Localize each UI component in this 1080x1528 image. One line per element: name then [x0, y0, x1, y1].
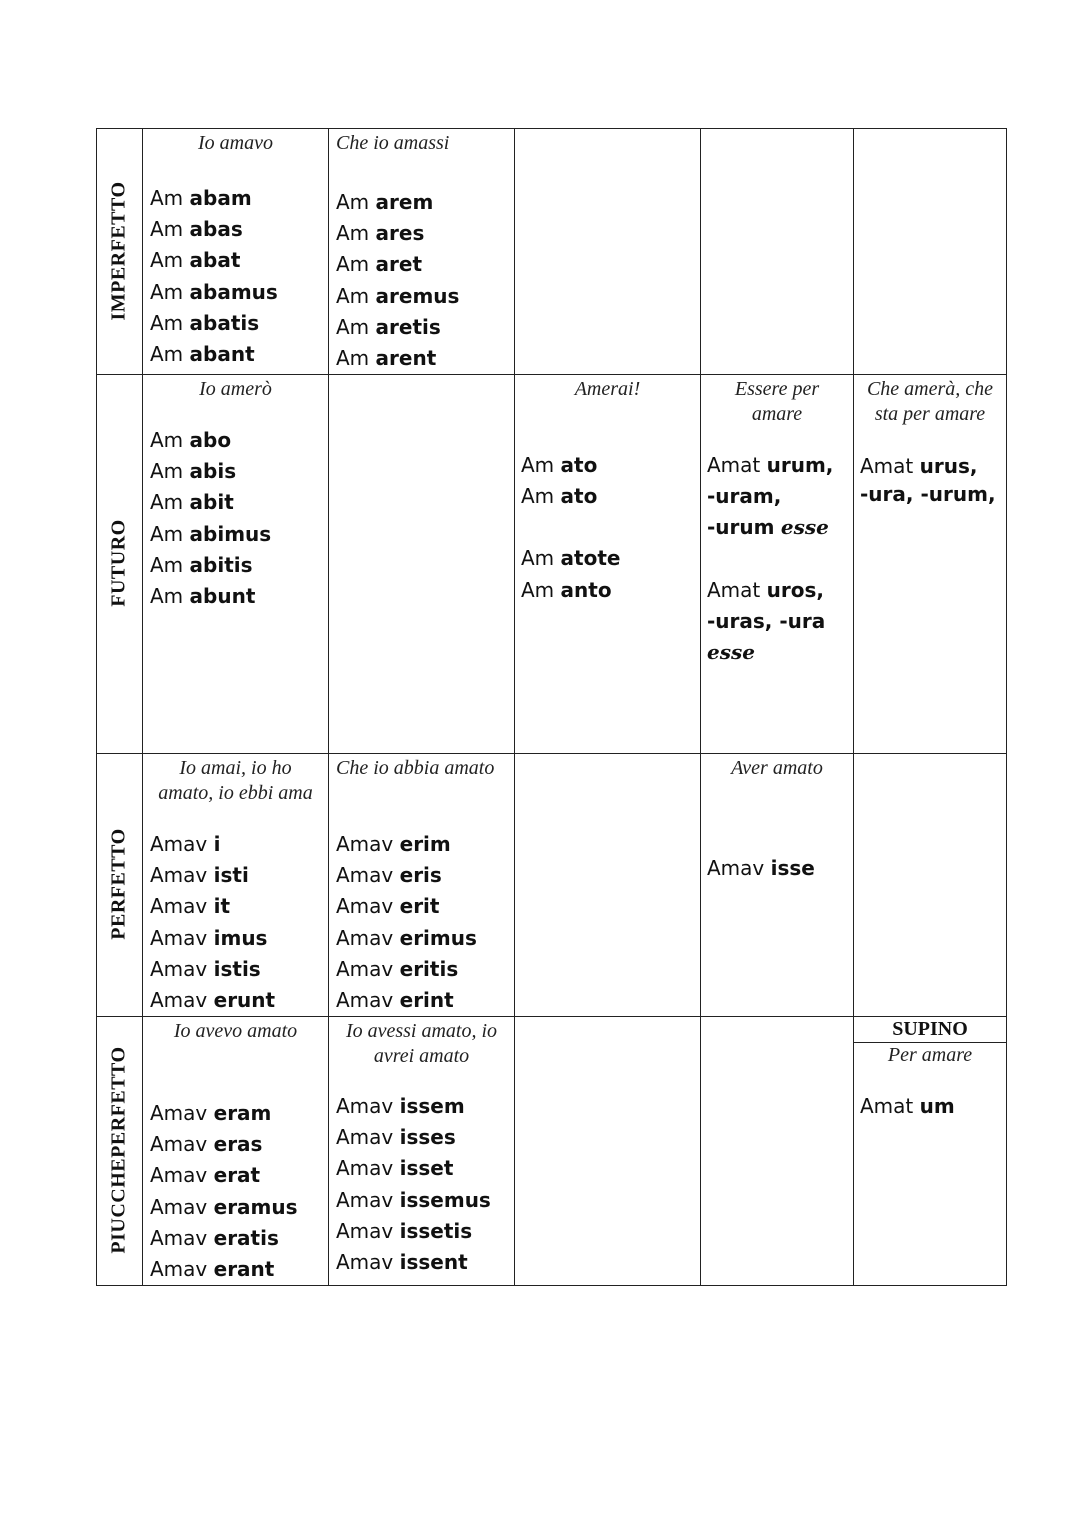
verb-form: -uram, — [707, 484, 782, 509]
verb-form: Amat urus, — [860, 454, 978, 478]
conjugation-list — [150, 183, 278, 370]
grid-line — [514, 128, 515, 1286]
verb-form: Amav eris — [336, 863, 442, 888]
verb-form: Amav imus — [150, 925, 268, 950]
verb-form: Amav isse — [707, 856, 815, 880]
header-line: avrei amato — [373, 1045, 470, 1067]
verb-form: Am aremus — [336, 283, 460, 308]
grid-line — [700, 128, 701, 1286]
verb-form: Am aretis — [336, 314, 441, 339]
row-label-piuccheperfetto: PIUCCHEPERFETTO — [107, 1046, 130, 1254]
verb-form: esse — [707, 640, 755, 665]
cell-header — [143, 756, 328, 806]
cell-header: Per amare — [887, 1044, 973, 1066]
cell-header: Aver amato — [731, 757, 823, 779]
grid-line — [328, 128, 329, 1286]
verb-form: -uras, -ura — [707, 608, 826, 633]
header-line: amato, io ebbi ama — [158, 782, 313, 804]
verb-form: Am abo — [150, 428, 232, 452]
grid-line — [142, 128, 143, 1286]
verb-form: Amav eramus — [150, 1194, 298, 1219]
verb-form: Am anto — [521, 577, 612, 602]
conjugation-list — [336, 829, 477, 1016]
grid-line — [853, 128, 854, 1286]
verb-form: Am abatis — [150, 310, 260, 335]
verb-form: Amav eras — [150, 1132, 263, 1157]
verb-form: Amav erit — [336, 894, 440, 919]
verb-form: Am abat — [150, 248, 241, 273]
verb-form: Am aret — [336, 252, 423, 277]
conjugation-list — [521, 450, 620, 606]
conjugation-list — [707, 450, 833, 668]
verb-form: Am arent — [336, 346, 437, 371]
verb-form: Am abunt — [150, 584, 256, 609]
verb-form: Amav erim — [336, 832, 451, 856]
verb-form: Amav erint — [336, 988, 454, 1013]
conjugation-list — [150, 1098, 298, 1285]
cell-header: Che io amassi — [336, 132, 450, 154]
verb-form: Amat uros, — [707, 577, 824, 602]
cell-header — [329, 1019, 514, 1069]
verb-form: Amav eratis — [150, 1225, 279, 1250]
verb-form: Am abas — [150, 217, 243, 242]
row-label-futuro: FUTURO — [107, 519, 130, 607]
grid-line — [1006, 128, 1007, 1286]
cell-header: Io amerò — [199, 378, 272, 400]
cell-header — [854, 377, 1006, 427]
cell-header: Amerai! — [574, 378, 641, 400]
verb-form: Amav eritis — [336, 956, 459, 981]
verb-form: Amav erimus — [336, 925, 477, 950]
verb-form: Amav issem — [336, 1094, 465, 1118]
verb-form: Amav i — [150, 832, 221, 856]
row-label-perfetto: PERFETTO — [107, 828, 130, 940]
verb-form: Am abimus — [150, 521, 272, 546]
verb-form: Amav istis — [150, 956, 261, 981]
grid-line — [96, 374, 1007, 375]
verb-form: -ura, -urum, — [860, 482, 996, 506]
verb-form: Am abis — [150, 459, 237, 484]
conjugation-list — [150, 829, 275, 1016]
verb-form: Am ato — [521, 453, 598, 477]
spacer — [521, 512, 620, 543]
conjugation-list — [860, 1091, 955, 1122]
conjugation-list — [707, 853, 815, 884]
verb-form: Am arem — [336, 190, 434, 214]
row-label-imperfetto: IMPERFETTO — [107, 181, 130, 321]
header-line: Che amerà, che — [866, 378, 994, 400]
verb-form: Am atote — [521, 546, 621, 571]
cell-header — [701, 377, 853, 427]
verb-form: Am abit — [150, 490, 234, 515]
conjugation-list — [336, 1091, 491, 1278]
spacer — [707, 544, 833, 575]
verb-form: Amav issent — [336, 1250, 468, 1275]
supine-title: SUPINO — [892, 1018, 968, 1040]
verb-form: Amav eram — [150, 1101, 272, 1125]
cell-header: Io amavo — [198, 132, 273, 154]
cell-header: Che io abbia amato — [336, 757, 495, 779]
verb-form: Amav issetis — [336, 1218, 473, 1243]
header-line: Io amai, io ho — [179, 757, 292, 779]
verb-form: Amav erant — [150, 1257, 275, 1282]
verb-form: Am abamus — [150, 279, 278, 304]
verb-form: Am abant — [150, 342, 255, 367]
header-line: Essere per — [734, 378, 820, 400]
conjugation-list — [860, 452, 996, 508]
verb-form: Amav erat — [150, 1163, 261, 1188]
verb-form: Am ato — [521, 484, 598, 509]
grid-line — [96, 128, 97, 1286]
verb-form: Amav it — [150, 894, 231, 919]
verb-form: -urum esse — [707, 515, 829, 540]
verb-form: Am ares — [336, 221, 425, 246]
verb-form: Amav isses — [336, 1125, 456, 1150]
conjugation-list — [336, 187, 459, 374]
verb-form: Am abam — [150, 186, 252, 210]
verb-form: Amav erunt — [150, 988, 276, 1013]
verb-form: Amat urum, — [707, 453, 834, 477]
header-line: Io avessi amato, io — [345, 1020, 498, 1042]
verb-form: Am abitis — [150, 552, 253, 577]
verb-form: Amav isti — [150, 863, 249, 888]
cell-header: Io avevo amato — [173, 1020, 298, 1042]
grid-line — [96, 753, 1007, 754]
verb-form: Amav isset — [336, 1156, 454, 1181]
header-line: amare — [751, 403, 803, 425]
header-line: sta per amare — [874, 403, 986, 425]
conjugation-list — [150, 425, 271, 612]
grid-line — [96, 128, 1007, 129]
verb-form: Amav issemus — [336, 1187, 491, 1212]
verb-form: Amat um — [860, 1094, 955, 1118]
